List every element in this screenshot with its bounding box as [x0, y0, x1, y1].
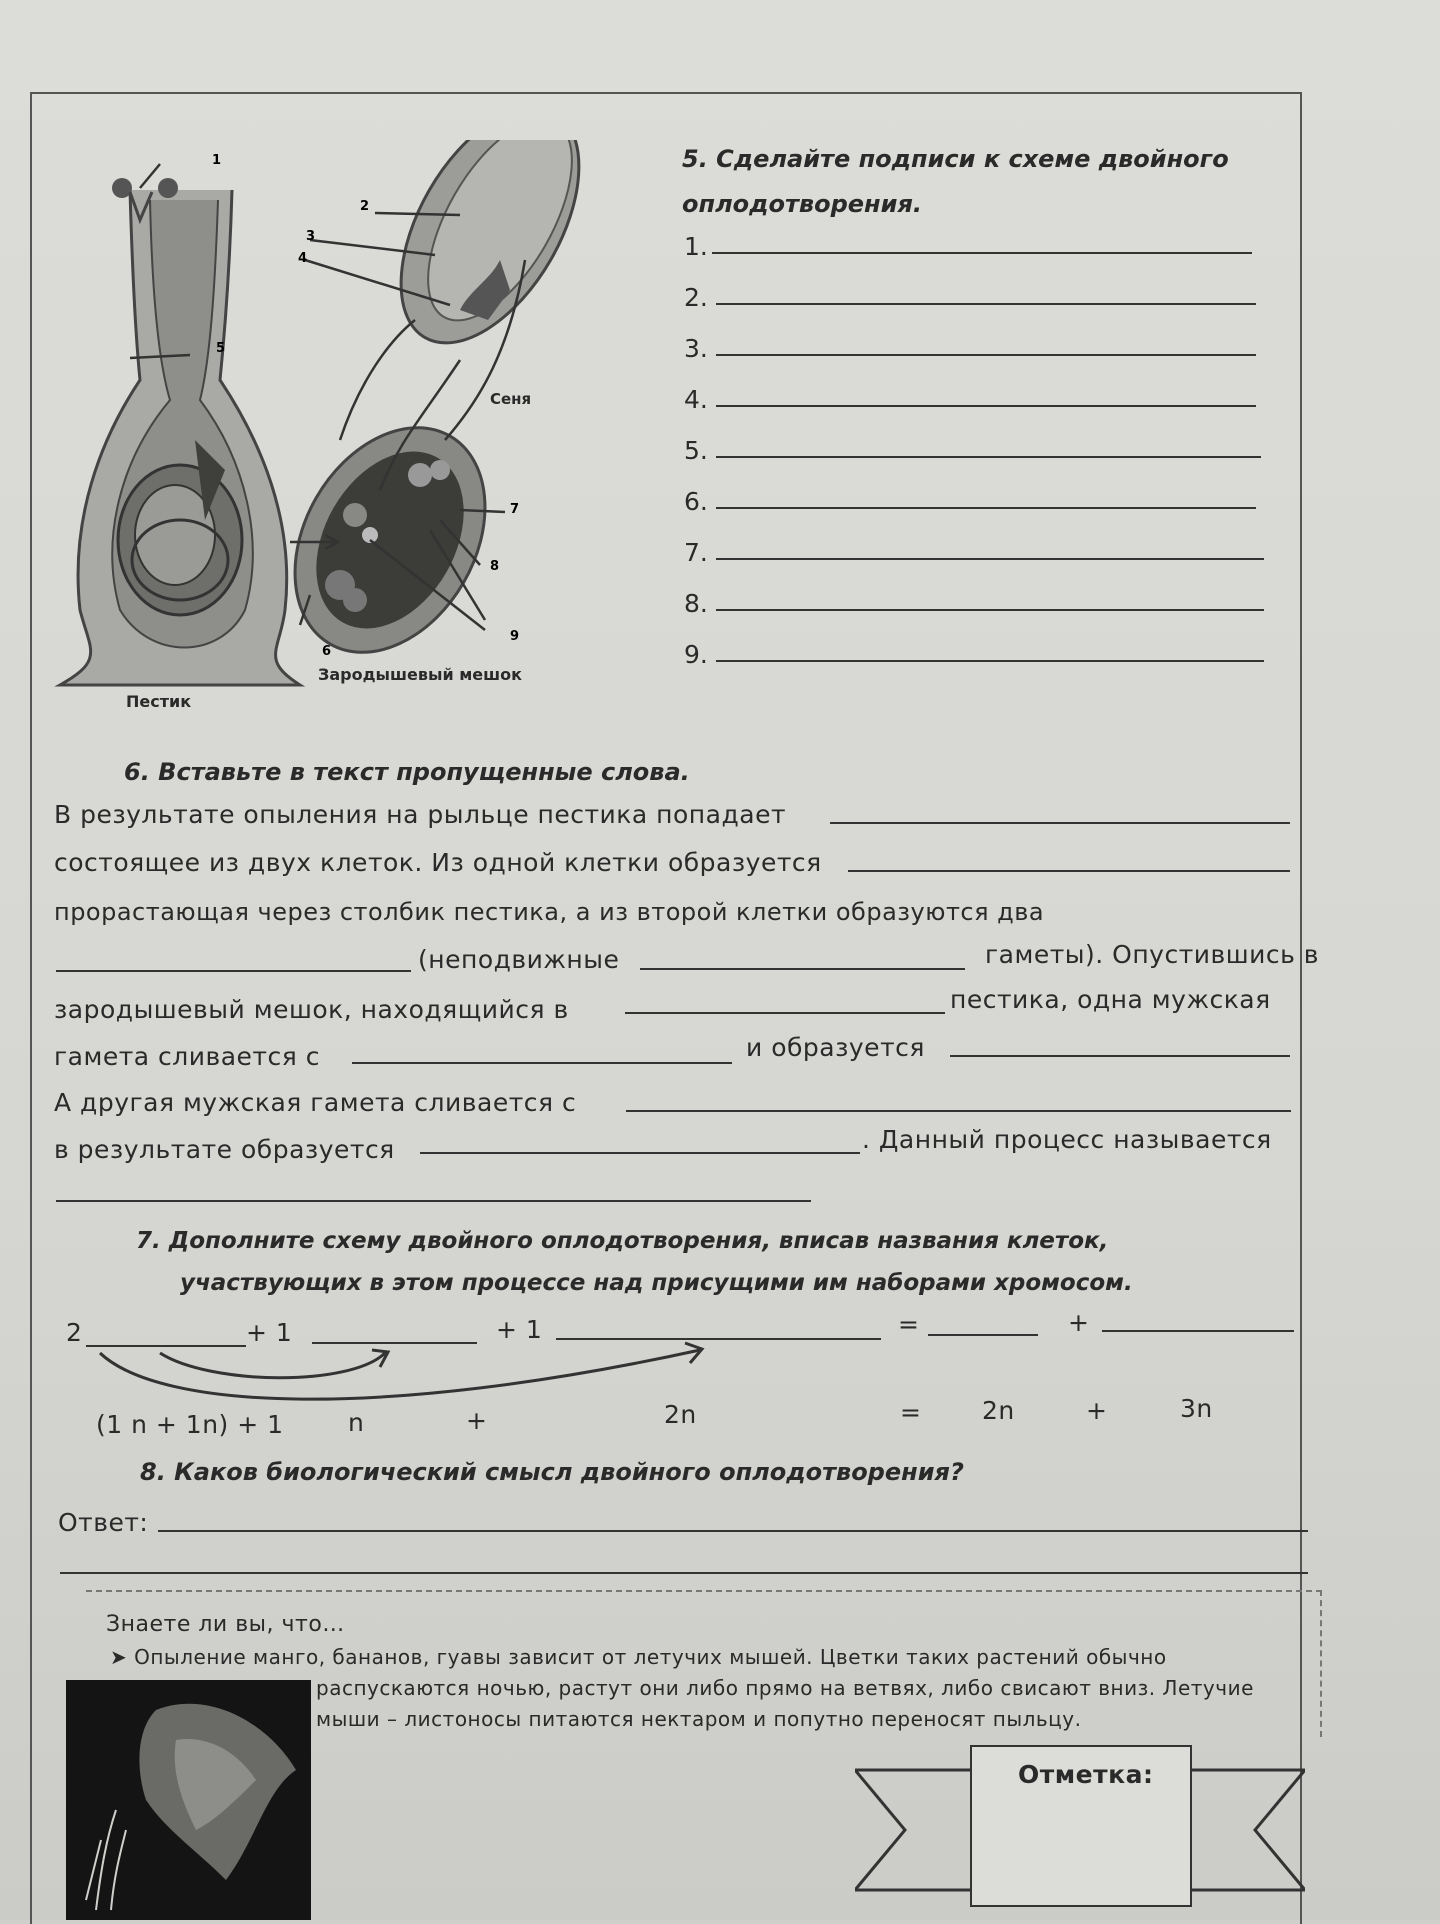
task6-line-8b: . Данный процесс называется — [862, 1125, 1272, 1154]
scheme-top-2: 2 — [66, 1318, 83, 1347]
caption-pistil: Пестик — [126, 692, 192, 711]
diagram-label-2: 2 — [360, 199, 370, 214]
task5-item-5: 5. — [684, 436, 708, 465]
task5-answer-line-7[interactable] — [716, 558, 1264, 560]
task6-line-5b: пестика, одна мужская — [950, 985, 1271, 1014]
answer-label: Ответ: — [58, 1508, 149, 1537]
task5-answer-line-2[interactable] — [716, 303, 1256, 305]
scheme-bottom-7: + — [1086, 1396, 1108, 1425]
task6-blank-10[interactable] — [56, 1200, 811, 1202]
task6-blank-1[interactable] — [830, 822, 1290, 824]
double-fertilization-diagram — [40, 140, 680, 720]
scheme-bottom-1: (1 n + 1n) + 1 — [96, 1410, 284, 1439]
caption-seed: Сеня — [490, 390, 532, 408]
did-you-know-line-1: ➤ Опыление манго, бананов, гуавы зависит от летучих мышей. Цветки таких растений обычно — [110, 1645, 1167, 1669]
task7-title: 7. Дополните схему двойного оплодотворения, вписав названия клеток, — [136, 1228, 1109, 1254]
task5-answer-line-9[interactable] — [716, 660, 1264, 662]
task5-answer-line-1[interactable] — [712, 252, 1252, 254]
scheme-bottom-4: 2n — [664, 1400, 697, 1429]
task6-line-2: состоящее из двух клеток. Из одной клетки образуется — [54, 848, 822, 877]
task6-blank-8[interactable] — [626, 1110, 1291, 1112]
diagram-label-1: 1 — [212, 153, 222, 168]
task6-line-3: прорастающая через столбик пестика, а из второй клетки образуются два — [54, 898, 1045, 926]
diagram-label-7: 7 — [510, 502, 520, 517]
answer-line-2[interactable] — [60, 1572, 1308, 1574]
task5-item-6: 6. — [684, 487, 708, 516]
task6-line-1: В результате опыления на рыльце пестика попадает — [54, 800, 787, 829]
diagram-label-5: 5 — [216, 341, 226, 356]
bat-photo — [66, 1680, 311, 1920]
task5-answer-line-5[interactable] — [716, 456, 1261, 458]
scheme-bottom-2: n — [348, 1408, 365, 1437]
task5-answer-line-3[interactable] — [716, 354, 1256, 356]
scheme-bottom-8: 3n — [1180, 1394, 1213, 1423]
task6-blank-5[interactable] — [625, 1012, 945, 1014]
task6-line-4a: (неподвижные — [418, 945, 620, 974]
task5-item-8: 8. — [684, 589, 708, 618]
task5-answer-line-6[interactable] — [716, 507, 1256, 509]
did-you-know-line-3: мыши – листоносы питаются нектаром и попутно переносят пыльцу. — [316, 1707, 1082, 1731]
task5-title: 5. Сделайте подписи к схеме двойного — [682, 145, 1229, 173]
diagram-label-6: 6 — [322, 644, 332, 659]
task5-item-9: 9. — [684, 640, 708, 669]
did-you-know-heading: Знаете ли вы, что… — [106, 1612, 345, 1637]
diagram-label-3: 3 — [306, 229, 316, 244]
task7-title-2: участвующих в этом процессе над присущими им наборами хромосом. — [180, 1270, 1133, 1296]
scheme-top-equals: = — [898, 1310, 920, 1339]
scheme-top-plus1: + 1 — [246, 1318, 293, 1347]
task5-answer-line-8[interactable] — [716, 609, 1264, 611]
grade-label: Отметка: — [1018, 1760, 1154, 1789]
seed-drawing — [364, 140, 615, 373]
answer-line-1[interactable] — [158, 1530, 1308, 1532]
pistil-drawing — [60, 178, 300, 685]
task6-blank-2[interactable] — [848, 870, 1290, 872]
task6-blank-7[interactable] — [950, 1055, 1290, 1057]
scheme-blank-5[interactable] — [1102, 1330, 1294, 1332]
task5-item-1: 1. — [684, 232, 708, 261]
task6-blank-9[interactable] — [420, 1152, 860, 1154]
task6-line-4b: гаметы). Опустившись в — [985, 940, 1320, 969]
task6-line-5a: зародышевый мешок, находящийся в — [54, 995, 569, 1024]
diagram-label-8: 8 — [490, 559, 500, 574]
task6-line-6a: гамета сливается с — [54, 1042, 320, 1071]
task5-item-3: 3. — [684, 334, 708, 363]
scheme-top-plus3: + — [1068, 1308, 1090, 1337]
task6-line-6b: и образуется — [746, 1033, 925, 1062]
did-you-know-line-2: распускаются ночью, растут они либо прямо на ветвях, либо свисают вниз. Летучие — [316, 1676, 1254, 1700]
scheme-bottom-6: 2n — [982, 1396, 1015, 1425]
task5-item-7: 7. — [684, 538, 708, 567]
task5-title-2: оплодотворения. — [682, 190, 922, 218]
scheme-blank-4[interactable] — [928, 1334, 1038, 1336]
embryo-sac-drawing — [256, 394, 523, 687]
scheme-bottom-5: = — [900, 1398, 922, 1427]
task6-title: 6. Вставьте в текст пропущенные слова. — [124, 758, 690, 786]
task5-item-4: 4. — [684, 385, 708, 414]
task5-answer-line-4[interactable] — [716, 405, 1256, 407]
task6-blank-4[interactable] — [640, 968, 965, 970]
caption-embryo-sac: Зародышевый мешок — [318, 665, 522, 684]
scheme-bottom-3: + — [466, 1406, 488, 1435]
task6-line-7: А другая мужская гамета сливается с — [54, 1088, 577, 1117]
task6-line-8a: в результате образуется — [54, 1135, 395, 1164]
task6-blank-3[interactable] — [56, 970, 411, 972]
scheme-top-plus2: + 1 — [496, 1315, 543, 1344]
task5-item-2: 2. — [684, 283, 708, 312]
task6-blank-6[interactable] — [352, 1062, 732, 1064]
diagram-label-4: 4 — [298, 251, 308, 266]
task8-title: 8. Каков биологический смысл двойного оплодотворения? — [140, 1458, 964, 1486]
diagram-label-9: 9 — [510, 629, 520, 644]
